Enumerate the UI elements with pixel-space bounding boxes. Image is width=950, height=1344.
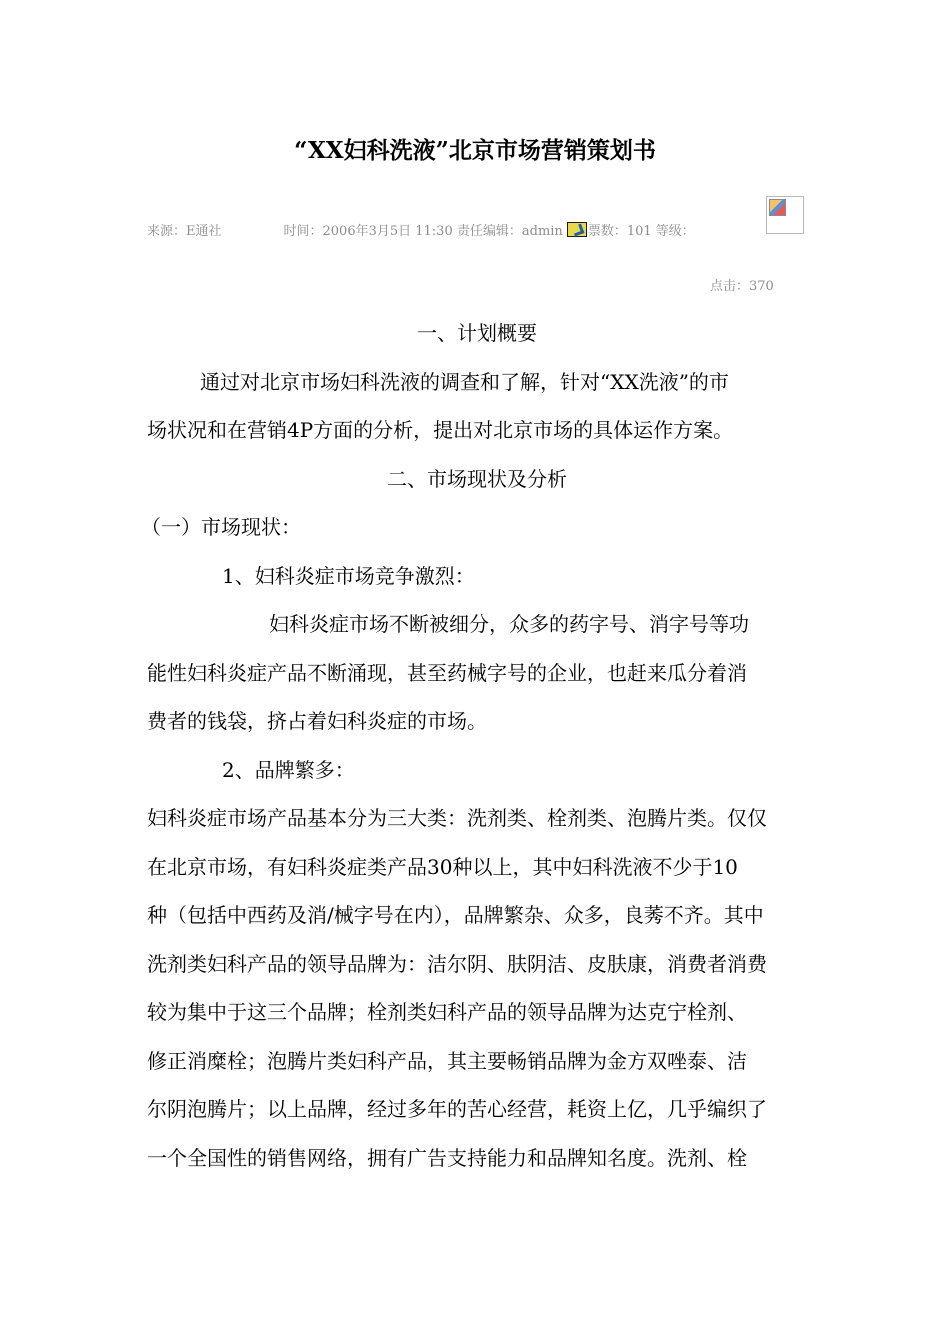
paragraph-line: 较为集中于这三个品牌；栓剂类妇科产品的领导品牌为达克宁栓剂、 <box>147 1000 747 1024</box>
votes-label: 票数：101 <box>587 224 652 239</box>
paragraph-line: 修正消糜栓；泡腾片类妇科产品，其主要畅销品牌为金方双唑泰、洁 <box>147 1048 747 1073</box>
list-item-heading: 1、妇科炎症市场竞争激烈： <box>222 563 475 588</box>
level-label: 等级： <box>655 224 695 239</box>
paragraph-line: 通过对北京市场妇科洗液的调查和了解，针对“XX洗液”的市 <box>200 369 729 394</box>
paragraph-line: 种（包括中西药及消/械字号在内），品牌繁杂、众多，良莠不齐。其中 <box>147 903 764 927</box>
paragraph-line: 一个全国性的销售网络，拥有广告支持能力和品牌知名度。洗剂、栓 <box>147 1145 747 1170</box>
document-body <box>141 309 807 1182</box>
level-image <box>766 196 804 234</box>
article-meta <box>147 220 827 239</box>
paragraph-line: 妇科炎症市场不断被细分，众多的药字号、消字号等功 <box>269 612 749 636</box>
subsection-heading: （一）市场现状： <box>141 515 301 539</box>
source-label: 来源：E通社 <box>147 224 222 239</box>
list-item-heading: 2、品牌繁多： <box>222 757 355 782</box>
section-heading: 一、计划概要 <box>417 321 537 345</box>
document-title: “XX妇科洗液”北京市场营销策划书 <box>294 137 656 164</box>
paragraph-line: 费者的钱袋，挤占着妇科炎症的市场。 <box>147 709 487 733</box>
paragraph-line: 洗剂类妇科产品的领导品牌为：洁尔阴、肤阴洁、皮肤康，消费者消费 <box>147 951 767 976</box>
editor-label: 责任编辑：admin <box>456 224 563 239</box>
section-heading: 二、市场现状及分析 <box>387 466 567 491</box>
paragraph-line: 能性妇科炎症产品不断涌现，甚至药械字号的企业，也赶来瓜分着消 <box>147 660 747 685</box>
clicks-label: 点击：370 <box>710 279 774 294</box>
paragraph-line: 妇科炎症市场产品基本分为三大类：洗剂类、栓剂类、泡腾片类。仅仅 <box>147 806 767 830</box>
time-label: 时间：2006年3月5日 11:30 <box>283 224 453 239</box>
broken-image-icon <box>769 199 786 216</box>
vote-icon[interactable] <box>567 222 587 237</box>
paragraph-line: 尔阴泡腾片；以上品牌，经过多年的苦心经营，耗资上亿，几乎编织了 <box>147 1097 767 1121</box>
paragraph-line: 场状况和在营销4P方面的分析，提出对北京市场的具体运作方案。 <box>147 418 734 442</box>
paragraph-line: 在北京市场，有妇科炎症类产品30种以上，其中妇科洗液不少于10 <box>147 854 738 879</box>
